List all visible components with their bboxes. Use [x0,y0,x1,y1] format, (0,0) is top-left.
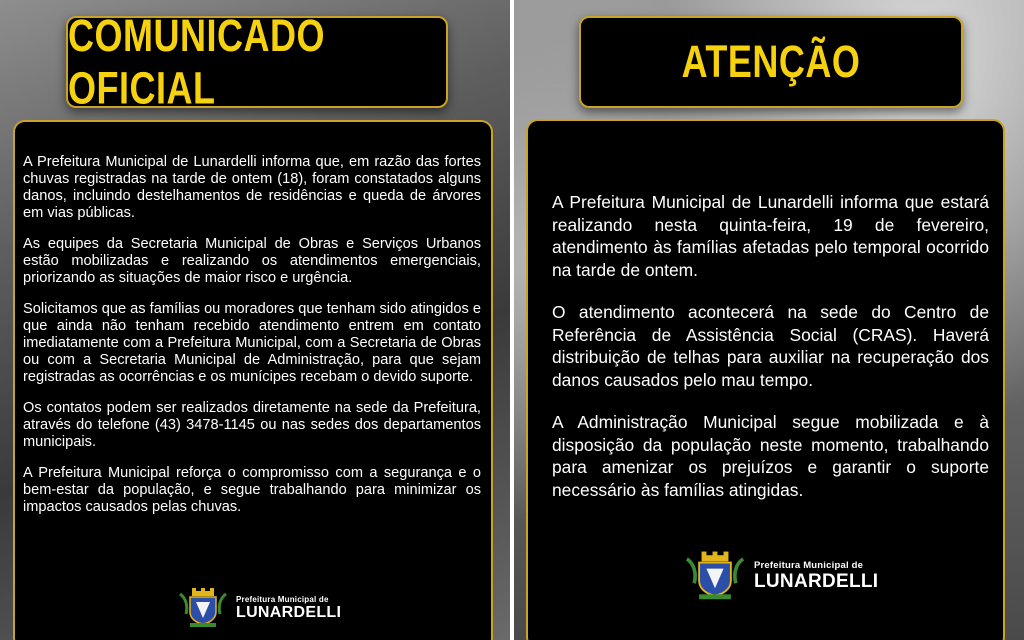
paragraph: As equipes da Secretaria Municipal de Obras e Serviços Urbanos estão mobilizadas e realizando os atendimentos emergenciais, priorizando as situações de maior risco e urgência. [23,236,481,286]
paragraph: A Prefeitura Municipal de Lunardelli informa que, em razão das fortes chuvas registradas na tarde de ontem (18), foram constatados alguns danos, incluindo destelhamentos de residências e queda de árvores em vias públicas. [23,154,481,221]
paragraph: A Prefeitura Municipal reforça o compromisso com a segurança e o bem-estar da população, e segue trabalhando para minimizar os impactos causados pelas chuvas. [23,465,481,515]
left-announcement-panel [0,0,510,640]
paragraph: O atendimento acontecerá na sede do Centro de Referência de Assistência Social (CRAS). Haverá distribuição de telhas para auxiliar na recuperação dos danos causados pelo mau tempo. [552,302,989,390]
logo-name: LUNARDELLI [236,603,342,621]
prefeitura-logo [176,588,341,628]
logo-text [754,560,878,593]
title-banner [579,16,963,108]
paragraph: Solicitamos que as famílias ou moradores que tenham sido atingidos e que ainda não tenham recebido atendimento entrem em contato imediatamente com a Prefeitura Municipal, com a Secretaria de Obras ou com a Secretaria Municipal de Administração, para que sejam registradas as ocorrências e os munícipes recebam o devido suporte. [23,301,481,385]
panel-title: ATENÇÃO [681,35,861,87]
prefeitura-logo [682,551,878,601]
paragraph: A Administração Municipal segue mobilizada e à disposição da população neste momento, trabalhando para amenizar os prejuízos e garantir o suporte necessário às famílias atingidas. [552,412,989,500]
panel-title: COMUNICADO OFICIAL [68,9,325,114]
municipal-crest-icon [682,551,748,601]
logo-name: LUNARDELLI [754,570,879,592]
announcement-body [526,119,1005,640]
logo-subtitle: Prefeitura Municipal de [754,559,864,571]
paragraph: A Prefeitura Municipal de Lunardelli informa que estará realizando nesta quinta-feira, 19 de fevereiro, atendimento às famílias afetadas pelo temporal ocorrido na tarde de ontem. [552,192,989,280]
paragraph: Os contatos podem ser realizados diretamente na sede da Prefeitura, através do telefone (43) 3478-1145 ou nas sedes dos departamentos municipais. [23,400,481,450]
logo-subtitle: Prefeitura Municipal de [236,594,329,604]
logo-text [236,595,341,622]
announcement-body [13,120,493,640]
municipal-crest-icon [176,588,230,628]
right-announcement-panel [514,0,1024,640]
title-banner [66,9,448,114]
